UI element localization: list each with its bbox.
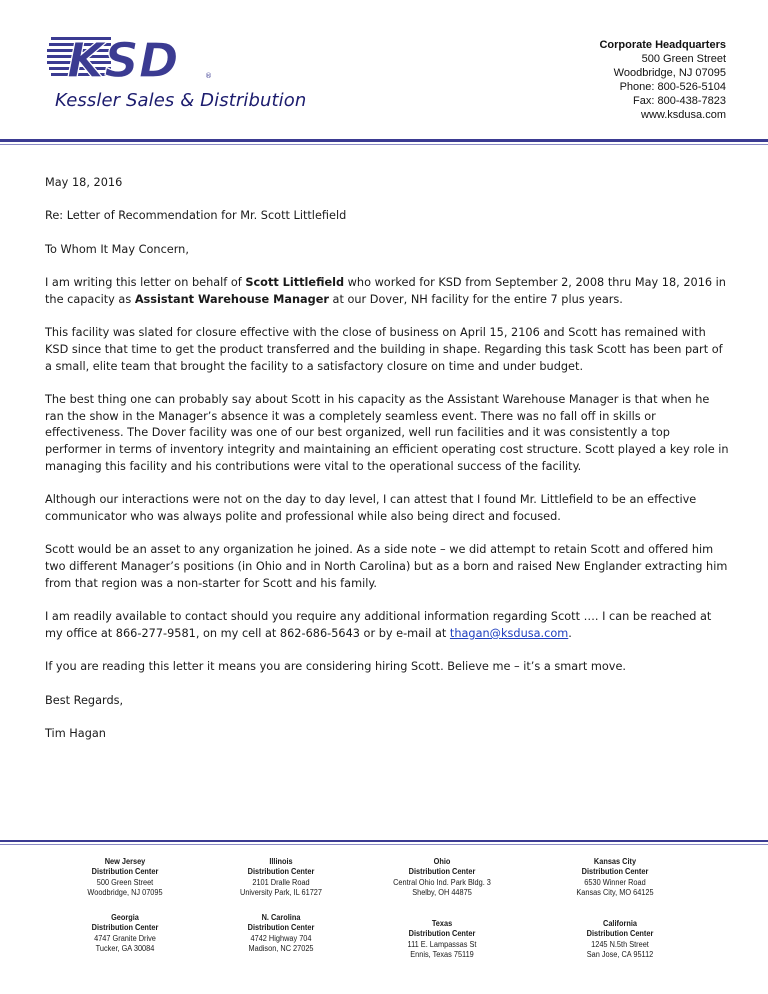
header-divider-thin (0, 144, 768, 145)
hq-fax: Fax: 800-438-7823 (633, 95, 726, 107)
candidate-name: Scott Littlefield (245, 276, 345, 290)
center-street: 1245 N.5th Street (591, 939, 649, 949)
hq-title: Corporate Headquarters (599, 39, 726, 51)
center-type: Distribution Center (408, 867, 476, 877)
center-city: Woodbridge, NJ 07095 (87, 888, 163, 898)
p1-text-b: who worked for KSD from September 2, 2008 thru May 18, 2016 in the capacity as (45, 276, 726, 306)
center-name: New Jersey (104, 857, 146, 866)
center-type: Distribution Center (247, 867, 315, 877)
paragraph-5: Scott would be an asset to any organization he joined. As a side note – we did attempt to retain Scott and offered him two different Manager’s positions (in Ohio and in North Carolina) but as a born and raised New Englander extracting him from that region was a non-starter for Scott and his family. (45, 543, 728, 590)
svg-text:®: ® (205, 72, 212, 80)
distribution-center-north-carolina (212, 913, 350, 955)
paragraph-4: Although our interactions were not on the day to day level, I can attest that I found Mr. Littlefield to be an effective communicator who was always polite and professional while also being direct and focused. (45, 493, 697, 523)
center-city: Tucker, GA 30084 (95, 944, 155, 954)
center-type: Distribution Center (581, 867, 649, 877)
letter-subject: Re: Letter of Recommendation for Mr. Scott Littlefield (45, 209, 347, 223)
center-type: Distribution Center (247, 923, 315, 933)
center-name: Texas (431, 919, 453, 928)
center-street: 2101 Dralle Road (252, 877, 310, 887)
center-street: 500 Green Street (96, 877, 154, 887)
header-divider (0, 139, 768, 142)
center-name: Ohio (433, 857, 451, 866)
center-name: Illinois (269, 857, 293, 866)
paragraph-6 (45, 609, 730, 642)
center-name: Kansas City (593, 857, 637, 866)
letter-salutation: To Whom It May Concern, (45, 242, 189, 256)
company-name: Kessler Sales & Distribution (55, 90, 307, 111)
center-name: Georgia (111, 913, 139, 922)
center-name: N. Carolina (261, 913, 301, 922)
center-street: 6530 Winner Road (584, 877, 646, 887)
footer-divider (0, 840, 768, 842)
headquarters-address (466, 38, 726, 122)
p1-text-a: I am writing this letter on behalf of (45, 276, 246, 290)
center-name: California (603, 919, 637, 928)
center-city: Madison, NC 27025 (248, 944, 314, 954)
paragraph-7: If you are reading this letter it means you are considering hiring Scott. Believe me – it’s a smart move. (45, 660, 627, 674)
hq-city: Woodbridge, NJ 07095 (613, 67, 726, 79)
center-type: Distribution Center (91, 923, 159, 933)
distribution-center-texas (373, 919, 511, 961)
distribution-center-new-jersey (56, 857, 194, 899)
center-city: Kansas City, MO 64125 (576, 888, 654, 898)
distribution-center-ohio (373, 857, 511, 899)
center-street: 4742 Highway 704 (250, 933, 312, 943)
center-city: Ennis, Texas 75119 (410, 950, 474, 960)
center-type: Distribution Center (408, 929, 476, 939)
letter-date: May 18, 2016 (45, 176, 123, 189)
center-street: Central Ohio Ind. Park Bldg. 3 (393, 877, 491, 887)
footer-divider-thin (0, 844, 768, 845)
paragraph-1 (45, 275, 730, 308)
distribution-center-georgia (56, 913, 194, 955)
letter-closing: Best Regards, (45, 693, 124, 707)
hq-street: 500 Green Street (641, 53, 726, 65)
center-street: 4747 Granite Drive (94, 933, 156, 943)
email-link[interactable]: thagan@ksdusa.com (449, 626, 569, 640)
letter-body (45, 175, 730, 759)
center-street: 111 E. Lampassas St (407, 939, 477, 949)
distribution-center-kansas-city (546, 857, 684, 899)
paragraph-2: This facility was slated for closure effective with the close of business on April 15, 2106 and Scott has remained with KSD since that time to get the product transferred and the building in shape. Regarding this task Scott has been part of a small, elite team that brought the facility to a satisfactory closure on time and under budget. (45, 326, 723, 373)
distribution-center-california (551, 919, 689, 961)
p6-text-b: . (568, 626, 572, 640)
hq-phone: Phone: 800-526-5104 (619, 81, 726, 93)
hq-website: www.ksdusa.com (641, 109, 726, 121)
p6-text-a: I am readily available to contact should you require any additional information regarding Scott …. I can be reached at my office at 866-277-9581, on my cell at 862-686-5643 or by e-mail at (45, 610, 712, 640)
center-city: University Park, IL 61727 (240, 888, 322, 898)
p1-text-c: at our Dover, NH facility for the entire 7 plus years. (328, 292, 623, 306)
candidate-title: Assistant Warehouse Manager (134, 292, 329, 306)
letter-signature: Tim Hagan (45, 727, 106, 741)
center-city: Shelby, OH 44875 (412, 888, 472, 898)
paragraph-3: The best thing one can probably say about Scott in his capacity as the Assistant Warehouse Manager is that when he ran the show in the Manager’s absence it was a completely seamless event. There was no fall off in skills or effectiveness. The Dover facility was one of our best organized, well run facilities and it was consistently a top performer in terms of inventory integrity and maintaining an efficient operating cost structure. Scott played a key role in managing this facility and his contributions were vital to the operational success of the facility. (45, 393, 729, 473)
center-type: Distribution Center (91, 867, 159, 877)
logo-text: KSD (67, 34, 179, 84)
ksd-logo (47, 34, 217, 84)
center-city: San Jose, CA 95112 (586, 950, 654, 960)
distribution-center-illinois (212, 857, 350, 899)
center-type: Distribution Center (586, 929, 654, 939)
